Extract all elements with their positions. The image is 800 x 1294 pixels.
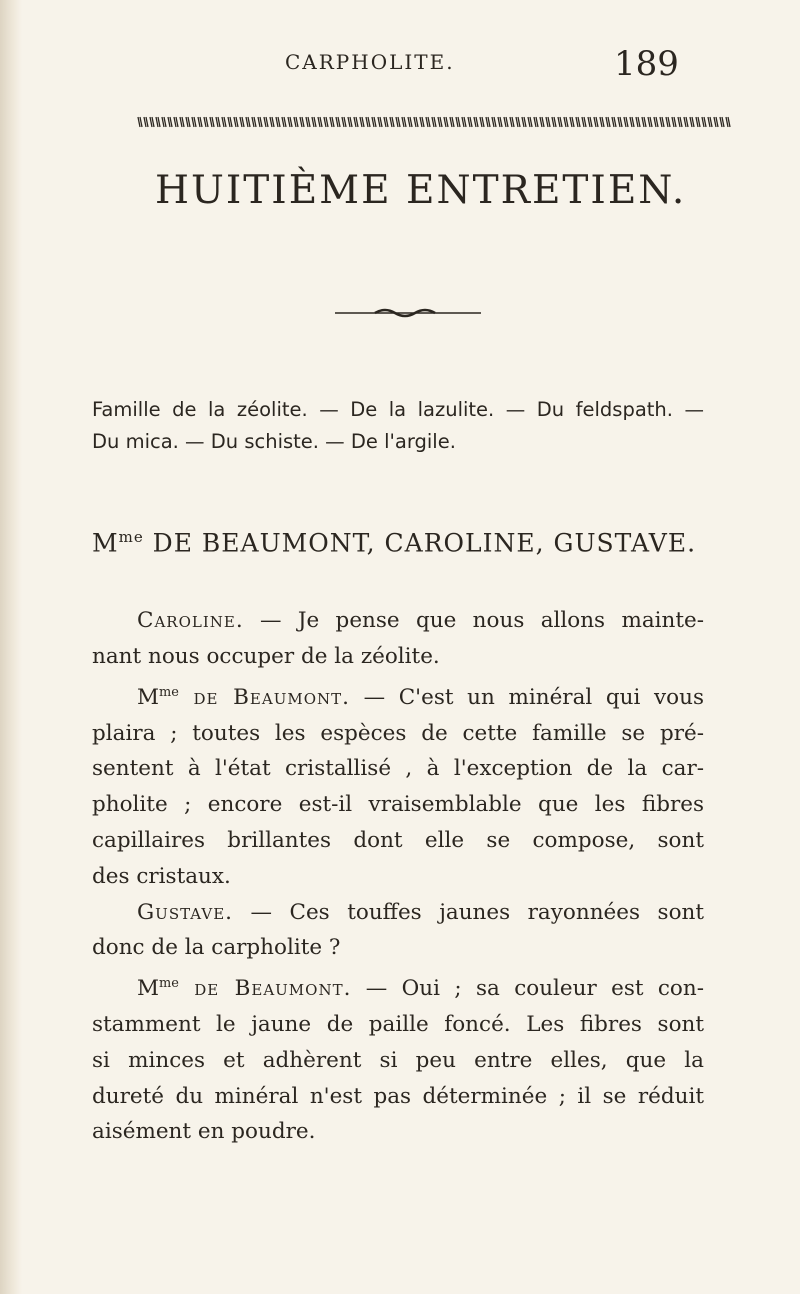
text-line: Gustave. — Ces touffes jaunes rayonnées sont (137, 899, 704, 925)
summary-line-2: Du mica. — Du schiste. — De l'argile. (92, 430, 456, 453)
paragraph-beaumont-1 (92, 675, 704, 895)
speaker-name: Caroline. (137, 608, 244, 633)
text-line: sentent à l'état cristallisé , à l'exception de la car- (92, 756, 704, 782)
text-line: dureté du minéral n'est pas déterminée ; il se réduit (92, 1083, 704, 1109)
speakers-prefix: M (92, 528, 119, 558)
small-ornament (335, 306, 481, 320)
text-line: $M^{me}$ de Beaumont. — Oui ; sa couleur est con- (137, 976, 704, 1002)
page-number: 189 (614, 44, 679, 84)
speakers-rest: DE BEAUMONT, CAROLINE, GUSTAVE. (143, 528, 697, 558)
running-head-title: CARPHOLITE. (285, 50, 455, 74)
text-line: plaira ; toutes les espèces de cette famille se pré- (92, 720, 704, 746)
text-line: donc de la carpholite ? (92, 935, 341, 961)
text-line: capillaires brillantes dont elle se compose, sont (92, 827, 704, 853)
paragraph-beaumont-2 (92, 966, 704, 1150)
chapter-summary (92, 394, 704, 458)
text-line: si minces et adhèrent si peu entre elles, que la (92, 1047, 704, 1073)
text-line: $M^{me}$ de Beaumont. — C'est un minéral qui vous (137, 684, 704, 710)
speaker-name: Gustave. (137, 899, 233, 925)
speakers-sup: me (118, 528, 144, 546)
chapter-title: HUITIÈME ENTRETIEN. (155, 168, 687, 213)
text-line: nant nous occuper de la zéolite. (92, 643, 440, 669)
page-gutter (0, 0, 22, 1294)
speaker-name: $M^{me}$ de Beaumont. (137, 976, 352, 1002)
dialogue-body (92, 603, 704, 1150)
paragraph-caroline (92, 603, 704, 675)
text-line: pholite ; encore est-il vraisemblable que les fibres (92, 792, 704, 818)
text-line: Caroline. — Je pense que nous allons mainte- (137, 608, 704, 633)
summary-line-1: Famille de la zéolite. — De la lazulite. — Du feldspath. — (92, 398, 704, 421)
paragraph-gustave (92, 895, 704, 967)
text-line: aisément en poudre. (92, 1119, 316, 1145)
text-line: des cristaux. (92, 863, 231, 889)
speaker-name: $M^{me}$ de Beaumont. (137, 684, 350, 710)
ornamental-rule (137, 114, 731, 130)
speakers-heading (92, 528, 696, 557)
text-line: stamment le jaune de paille foncé. Les fibres sont (92, 1012, 704, 1038)
running-head (0, 44, 800, 90)
